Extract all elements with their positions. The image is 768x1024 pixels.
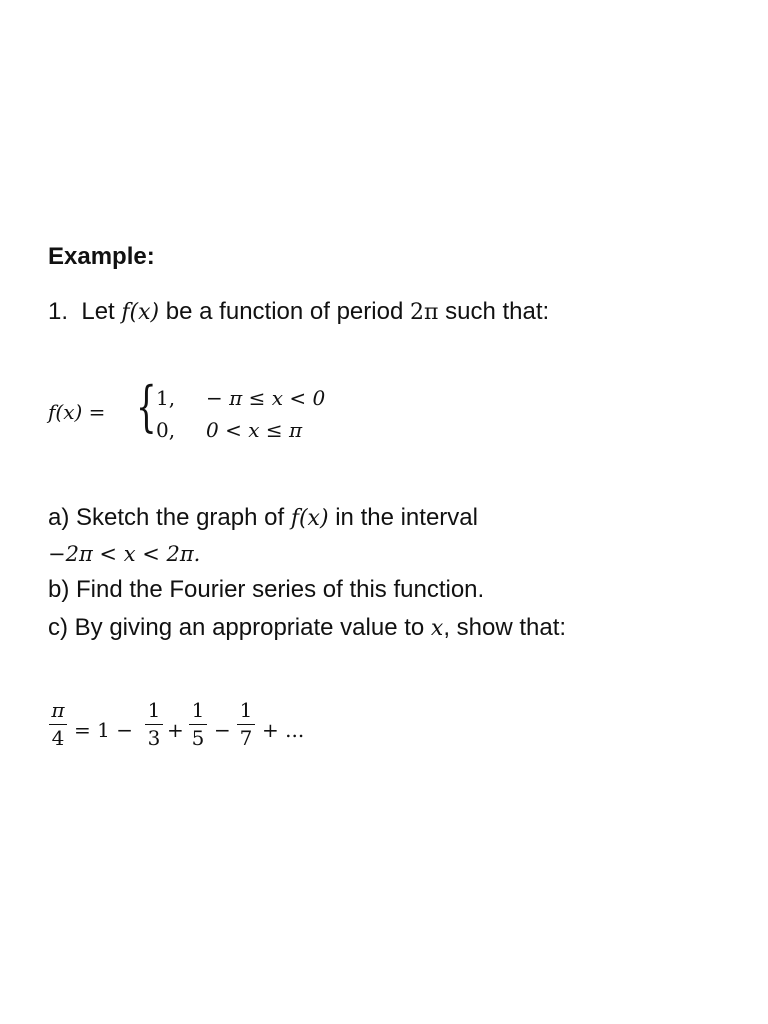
fraction-denominator: 3 (147, 726, 161, 750)
problem-text-a: be a function of period (165, 298, 404, 325)
fraction-bar (237, 724, 255, 725)
equals-one: = 1 − (74, 718, 133, 742)
fraction-one-seventh (236, 698, 256, 750)
fraction-denominator: 5 (191, 726, 205, 750)
question-c (48, 616, 566, 640)
problem-text-b: such that: (445, 298, 550, 325)
problem-number: 1. (48, 298, 69, 325)
minus-operator: − (214, 718, 231, 742)
fraction-bar (189, 724, 207, 725)
let-word: Let (81, 298, 115, 325)
question-c-tail: , show that: (443, 614, 567, 641)
fraction-bar (145, 724, 163, 725)
question-a (48, 506, 478, 530)
fraction-numerator: 1 (147, 698, 161, 722)
case-2-value: 0, (156, 418, 176, 442)
period-value: 2π (409, 300, 439, 325)
question-c-variable: x (430, 616, 444, 641)
fraction-bar (49, 724, 67, 725)
plus-operator: + (167, 718, 184, 742)
fraction-pi-over-4 (48, 698, 68, 750)
case-1-condition: − π ≤ x < 0 (206, 386, 326, 410)
fraction-numerator: 1 (191, 698, 205, 722)
question-a-label: a) Sketch the graph of (48, 504, 285, 531)
case-1-value: 1, (156, 386, 176, 410)
case-2-condition: 0 < x ≤ π (206, 418, 303, 442)
series-tail: + ... (262, 718, 305, 742)
fraction-denominator: 4 (51, 726, 65, 750)
fraction-one-third (144, 698, 164, 750)
fraction-numerator: 1 (239, 698, 253, 722)
fraction-one-fifth (188, 698, 208, 750)
question-a-function: f(x) (290, 506, 329, 531)
fraction-numerator: π (51, 698, 65, 722)
left-brace: { (136, 375, 157, 438)
question-a-tail: in the interval (335, 504, 478, 531)
fraction-denominator: 7 (239, 726, 253, 750)
piecewise-lhs: f(x) = (48, 400, 106, 424)
question-b: b) Find the Fourier series of this function. (48, 576, 485, 603)
function-symbol: f(x) (121, 300, 160, 325)
problem-statement (48, 300, 549, 324)
question-c-label: c) By giving an appropriate value to (48, 614, 425, 641)
question-a-interval: −2π < x < 2π. (48, 542, 201, 566)
example-heading: Example: (48, 243, 155, 270)
